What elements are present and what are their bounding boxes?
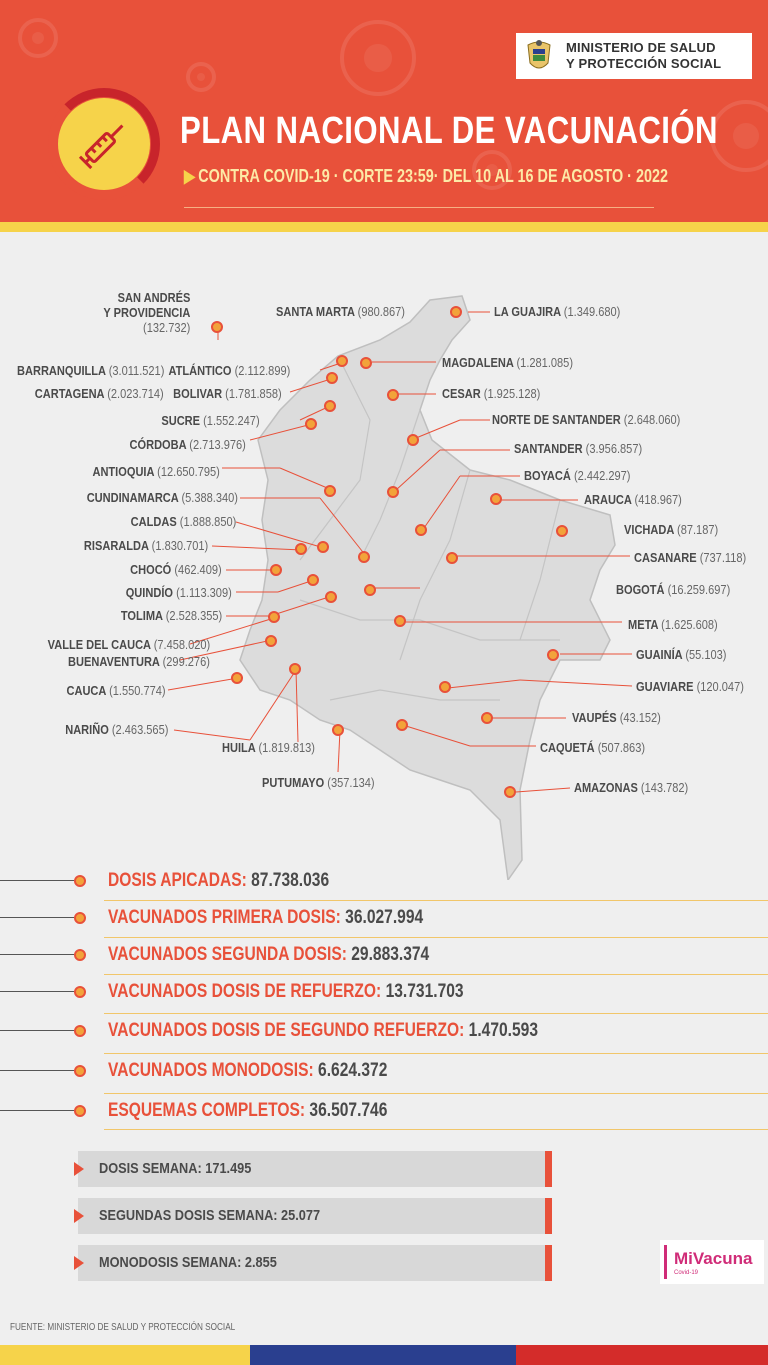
stat-row bbox=[0, 1013, 768, 1051]
region-label-choco: CHOCÓ (462.409) bbox=[130, 562, 222, 577]
stat-text bbox=[108, 1019, 538, 1043]
region-label-boyaca: BOYACÁ (2.442.297) bbox=[524, 468, 631, 483]
stat-connector bbox=[0, 1030, 74, 1031]
region-label-cauca: CAUCA (1.550.774) bbox=[66, 683, 166, 698]
subtitle-text: CONTRA COVID-19 · CORTE 23:59· DEL 10 AL 16 DE AGOSTO · 2022 bbox=[198, 166, 668, 186]
region-label-bolivar: BOLIVAR (1.781.858) bbox=[173, 386, 282, 401]
stat-underline bbox=[104, 1129, 768, 1130]
map-marker bbox=[324, 400, 336, 412]
map-marker bbox=[387, 486, 399, 498]
map-marker bbox=[324, 485, 336, 497]
stat-underline bbox=[104, 974, 768, 975]
map-marker bbox=[265, 635, 277, 647]
region-label-san-andres: SAN ANDRÉS Y PROVIDENCIA (132.732) bbox=[103, 290, 190, 335]
play-arrow-icon bbox=[74, 1256, 84, 1270]
weekly-stat-accent bbox=[545, 1198, 552, 1234]
stat-label: ESQUEMAS COMPLETOS: bbox=[108, 1100, 306, 1121]
stat-underline bbox=[104, 937, 768, 938]
map-marker bbox=[326, 372, 338, 384]
region-label-cesar: CESAR (1.925.128) bbox=[442, 386, 541, 401]
mivacuna-logo-bar bbox=[664, 1245, 667, 1279]
region-label-guaviare: GUAVIARE (120.047) bbox=[636, 679, 744, 694]
stat-label: VACUNADOS SEGUNDA DOSIS: bbox=[108, 944, 347, 965]
stat-text bbox=[108, 869, 329, 893]
flag-blue bbox=[250, 1345, 516, 1365]
stat-value: 36.507.746 bbox=[309, 1100, 388, 1121]
stat-connector bbox=[0, 954, 74, 955]
play-arrow-icon bbox=[74, 1162, 84, 1176]
region-label-meta: META (1.625.608) bbox=[628, 617, 718, 632]
stat-row bbox=[0, 1093, 768, 1131]
stat-label: VACUNADOS MONODOSIS: bbox=[108, 1060, 314, 1081]
stat-value: 36.027.994 bbox=[345, 907, 424, 928]
region-label-amazonas: AMAZONAS (143.782) bbox=[574, 780, 689, 795]
stat-marker-icon bbox=[74, 949, 86, 961]
stat-underline bbox=[104, 1053, 768, 1054]
region-label-norte-de-santander: NORTE DE SANTANDER (2.648.060) bbox=[492, 412, 681, 427]
stat-connector bbox=[0, 991, 74, 992]
stat-row bbox=[0, 1053, 768, 1091]
stat-row bbox=[0, 900, 768, 938]
region-label-huila: HUILA (1.819.813) bbox=[222, 740, 315, 755]
stat-text bbox=[108, 1099, 387, 1123]
region-label-santa-marta: SANTA MARTA (980.867) bbox=[276, 304, 405, 319]
region-label-la-guajira: LA GUAJIRA (1.349.680) bbox=[494, 304, 621, 319]
map-marker bbox=[231, 672, 243, 684]
region-label-caldas: CALDAS (1.888.850) bbox=[130, 514, 236, 529]
stat-text bbox=[108, 980, 464, 1004]
mivacuna-brand: MiVacuna bbox=[674, 1249, 753, 1268]
map-marker bbox=[295, 543, 307, 555]
map-marker bbox=[360, 357, 372, 369]
region-label-guainia: GUAINÍA (55.103) bbox=[636, 647, 727, 662]
region-label-santander: SANTANDER (3.956.857) bbox=[514, 441, 643, 456]
map-marker bbox=[556, 525, 568, 537]
stat-marker-icon bbox=[74, 986, 86, 998]
region-label-sucre: SUCRE (1.552.247) bbox=[161, 413, 260, 428]
stat-marker-icon bbox=[74, 1065, 86, 1077]
stat-text bbox=[108, 1059, 387, 1083]
stat-label: VACUNADOS PRIMERA DOSIS: bbox=[108, 907, 341, 928]
region-label-bogota: BOGOTÁ (16.259.697) bbox=[616, 582, 731, 597]
flag-bar bbox=[0, 1345, 768, 1365]
stat-value: 29.883.374 bbox=[351, 944, 430, 965]
map-marker bbox=[336, 355, 348, 367]
weekly-stat-text: MONODOSIS SEMANA: 2.855 bbox=[99, 1254, 277, 1271]
region-label-magdalena: MAGDALENA (1.281.085) bbox=[442, 355, 574, 370]
stat-label: VACUNADOS DOSIS DE SEGUNDO REFUERZO: bbox=[108, 1020, 465, 1041]
stat-label: DOSIS APICADAS: bbox=[108, 870, 247, 891]
stat-row bbox=[0, 937, 768, 975]
stat-underline bbox=[104, 1013, 768, 1014]
page-title: PLAN NACIONAL DE VACUNACIÓN bbox=[180, 110, 718, 152]
flag-red bbox=[516, 1345, 768, 1365]
stat-marker-icon bbox=[74, 875, 86, 887]
map-marker bbox=[446, 552, 458, 564]
stat-connector bbox=[0, 1070, 74, 1071]
region-label-narino: NARIÑO (2.463.565) bbox=[64, 722, 168, 737]
region-label-barranquilla: BARRANQUILLA (3.011.521) bbox=[16, 363, 164, 378]
flag-yellow bbox=[0, 1345, 250, 1365]
stat-connector bbox=[0, 880, 74, 881]
map-marker bbox=[504, 786, 516, 798]
ministry-name-line1: MINISTERIO DE SALUD bbox=[566, 40, 716, 55]
weekly-stat bbox=[78, 1151, 552, 1187]
map-marker bbox=[332, 724, 344, 736]
region-label-arauca: ARAUCA (418.967) bbox=[584, 492, 682, 507]
region-label-buenaventura: BUENAVENTURA (299.276) bbox=[68, 654, 210, 669]
map-marker bbox=[407, 434, 419, 446]
region-label-putumayo: PUTUMAYO (357.134) bbox=[262, 775, 375, 790]
region-label-caqueta: CAQUETÁ (507.863) bbox=[540, 740, 646, 755]
map-marker bbox=[317, 541, 329, 553]
play-arrow-icon bbox=[74, 1209, 84, 1223]
region-label-risaralda: RISARALDA (1.830.701) bbox=[83, 538, 208, 553]
region-label-cundinamarca: CUNDINAMARCA (5.388.340) bbox=[86, 490, 238, 505]
map-marker bbox=[450, 306, 462, 318]
map-marker bbox=[394, 615, 406, 627]
map-marker bbox=[490, 493, 502, 505]
map-marker bbox=[396, 719, 408, 731]
weekly-stat-accent bbox=[545, 1151, 552, 1187]
source-note: FUENTE: MINISTERIO DE SALUD Y PROTECCIÓN SOCIAL bbox=[10, 1322, 236, 1333]
region-label-vichada: VICHADA (87.187) bbox=[624, 522, 719, 537]
triangle-icon: ▶ bbox=[184, 166, 196, 186]
region-label-valle-del-cauca: VALLE DEL CAUCA (7.458.020) bbox=[47, 637, 210, 652]
stat-value: 13.731.703 bbox=[385, 981, 464, 1002]
stat-marker-icon bbox=[74, 1105, 86, 1117]
map-marker bbox=[270, 564, 282, 576]
map-marker bbox=[364, 584, 376, 596]
stat-connector bbox=[0, 1110, 74, 1111]
stat-row bbox=[0, 974, 768, 1012]
region-label-antioquia: ANTIOQUIA (12.650.795) bbox=[92, 464, 220, 479]
stat-text bbox=[108, 906, 423, 930]
weekly-stat-text: DOSIS SEMANA: 171.495 bbox=[99, 1160, 252, 1177]
map-marker bbox=[289, 663, 301, 675]
region-label-casanare: CASANARE (737.118) bbox=[634, 550, 747, 565]
mivacuna-tag: Covid-19 bbox=[674, 1270, 699, 1276]
stat-underline bbox=[104, 900, 768, 901]
stat-row bbox=[0, 863, 768, 901]
weekly-stat-text: SEGUNDAS DOSIS SEMANA: 25.077 bbox=[99, 1207, 321, 1224]
weekly-stat bbox=[78, 1245, 552, 1281]
map-marker bbox=[481, 712, 493, 724]
map-marker bbox=[387, 389, 399, 401]
stat-marker-icon bbox=[74, 1025, 86, 1037]
map-marker bbox=[358, 551, 370, 563]
stat-text bbox=[108, 943, 429, 967]
mivacuna-logo bbox=[660, 1240, 764, 1284]
stat-marker-icon bbox=[74, 912, 86, 924]
region-label-quindio: QUINDÍO (1.113.309) bbox=[125, 585, 232, 600]
stat-connector bbox=[0, 917, 74, 918]
stat-underline bbox=[104, 1093, 768, 1094]
weekly-stat bbox=[78, 1198, 552, 1234]
region-label-cartagena: CARTAGENA (2.023.714) bbox=[35, 386, 164, 401]
stat-value: 6.624.372 bbox=[318, 1060, 388, 1081]
stat-value: 87.738.036 bbox=[251, 870, 330, 891]
map-marker bbox=[307, 574, 319, 586]
map-marker bbox=[415, 524, 427, 536]
region-label-tolima: TOLIMA (2.528.355) bbox=[120, 608, 222, 623]
ministry-name-line2: Y PROTECCIÓN SOCIAL bbox=[566, 56, 722, 71]
map-marker bbox=[268, 611, 280, 623]
map-marker bbox=[547, 649, 559, 661]
map-marker bbox=[211, 321, 223, 333]
region-label-cordoba: CÓRDOBA (2.713.976) bbox=[129, 437, 246, 452]
map-marker bbox=[325, 591, 337, 603]
region-label-atlantico: ATLÁNTICO (2.112.899) bbox=[168, 363, 290, 378]
stat-value: 1.470.593 bbox=[468, 1020, 539, 1041]
stat-label: VACUNADOS DOSIS DE REFUERZO: bbox=[108, 981, 382, 1002]
map-marker bbox=[305, 418, 317, 430]
region-label-vaupes: VAUPÉS (43.152) bbox=[572, 710, 661, 725]
map-marker bbox=[439, 681, 451, 693]
weekly-stat-accent bbox=[545, 1245, 552, 1281]
